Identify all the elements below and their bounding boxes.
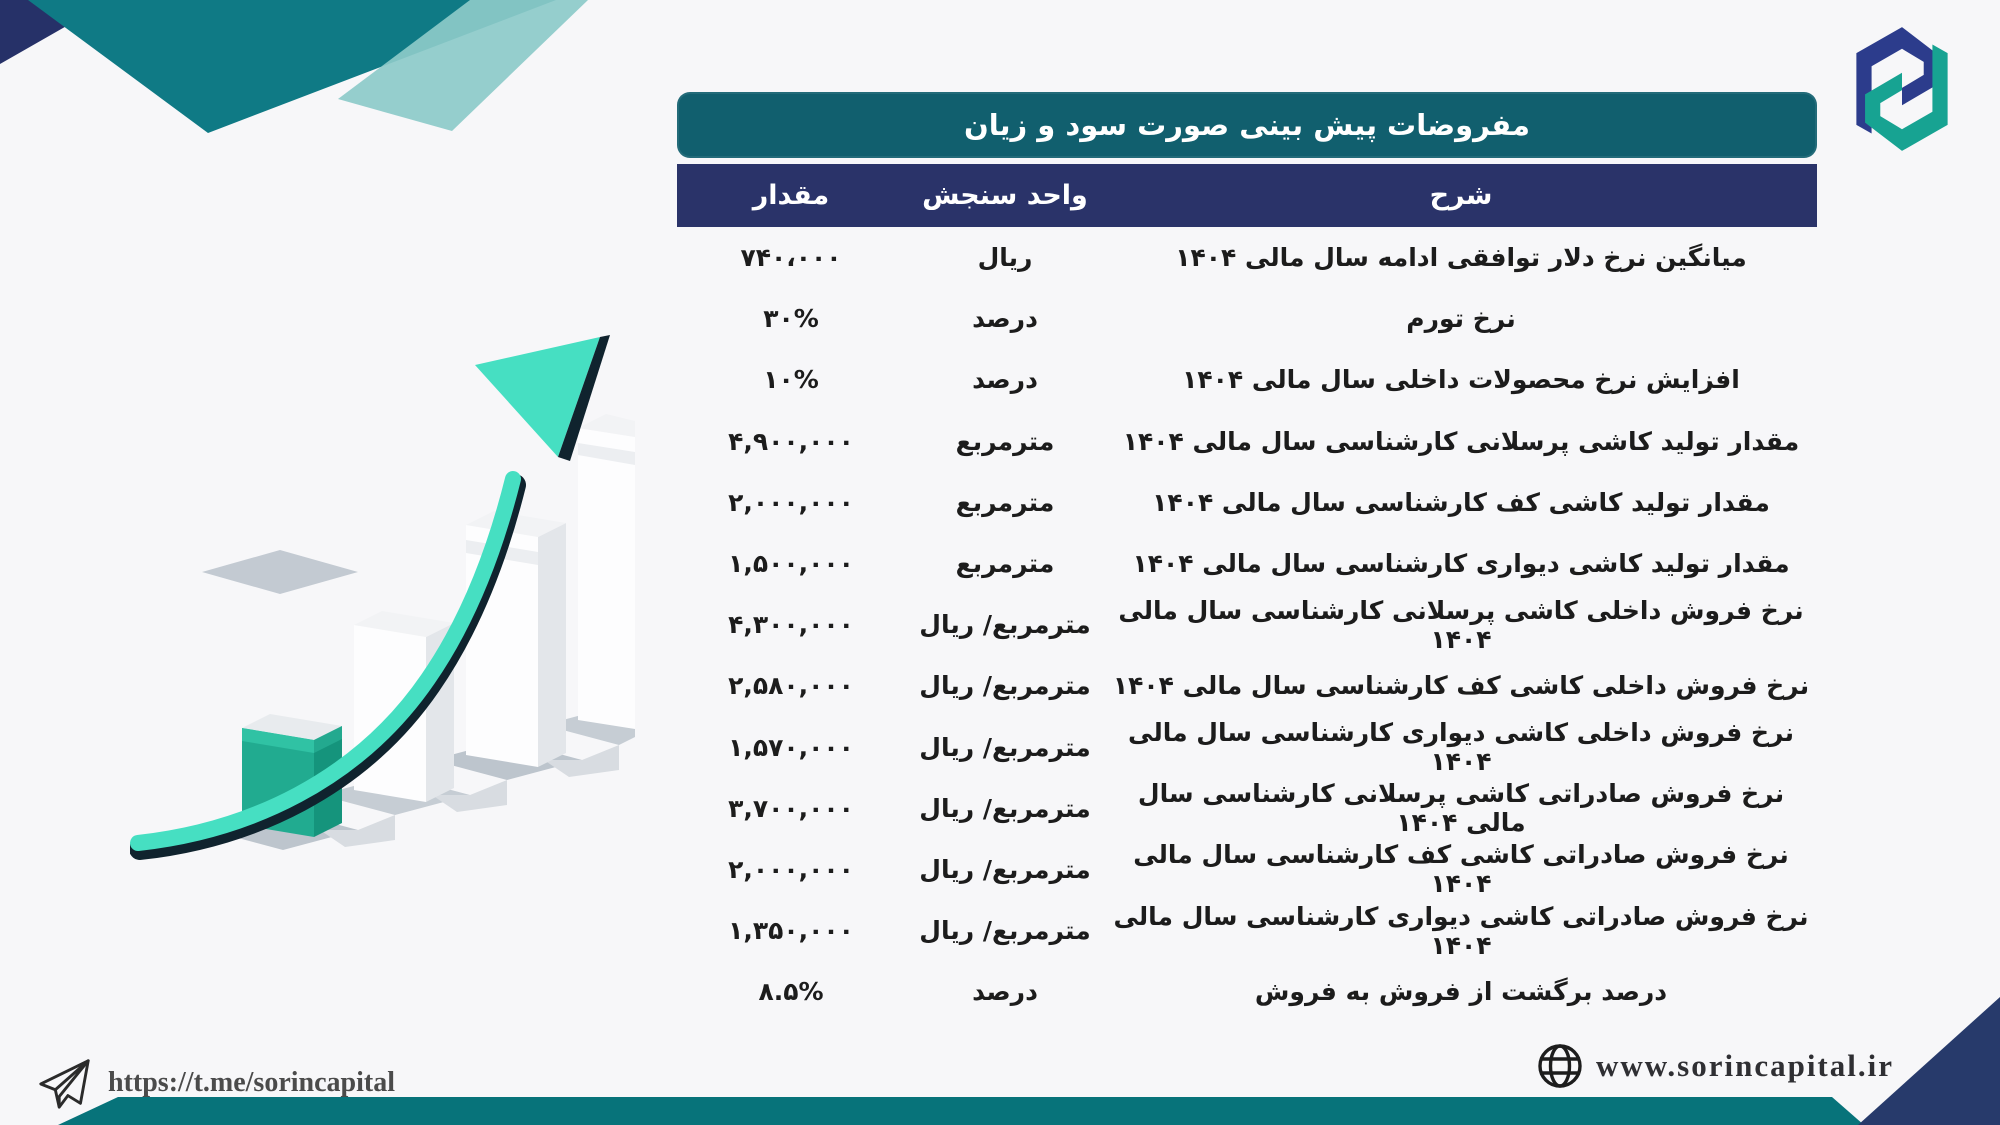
row-description: مقدار تولید کاشی کف کارشناسی سال مالی ۱۴۰۴ xyxy=(1152,487,1770,517)
growth-chart-illustration xyxy=(130,325,635,865)
row-unit: مترمربع/ ریال xyxy=(919,610,1091,640)
table-row xyxy=(677,839,1817,900)
sorin-capital-logo xyxy=(1836,26,1968,152)
table-row xyxy=(677,900,1817,961)
row-value: ۴,۹۰۰,۰۰۰ xyxy=(728,426,854,456)
row-value: ۸.۵% xyxy=(758,977,824,1007)
website-url[interactable]: www.sorincapital.ir xyxy=(1595,1048,1894,1083)
header-value: مقدار xyxy=(752,180,830,211)
row-value: ۱,۵۷۰,۰۰۰ xyxy=(728,732,854,762)
top-left-decoration xyxy=(0,0,620,140)
row-description: نرخ فروش صادراتی کاشی دیواری کارشناسی سال مالی ۱۴۰۴ xyxy=(1113,901,1809,960)
table-row xyxy=(677,411,1817,472)
header-description: شرح xyxy=(1429,180,1493,211)
table-row xyxy=(677,533,1817,594)
bar-white-3 xyxy=(466,511,566,767)
row-unit: درصد xyxy=(972,365,1038,395)
table-header-row xyxy=(677,164,1817,227)
row-description: نرخ فروش داخلی کاشی پرسلانی کارشناسی سال مالی ۱۴۰۴ xyxy=(1118,595,1804,654)
row-unit: مترمربع xyxy=(955,426,1055,456)
table-row xyxy=(677,227,1817,288)
row-unit: درصد xyxy=(972,977,1038,1007)
row-unit: درصد xyxy=(972,304,1038,334)
row-description: مقدار تولید کاشی دیواری کارشناسی سال مالی ۱۴۰۴ xyxy=(1132,549,1790,579)
row-unit: مترمربع xyxy=(955,487,1055,517)
website-link-block xyxy=(1536,1042,1894,1090)
row-unit: مترمربع/ ریال xyxy=(919,793,1091,823)
table-row xyxy=(677,594,1817,655)
row-value: ۷۴۰،۰۰۰ xyxy=(740,243,842,273)
header-unit: واحد سنجش xyxy=(922,180,1088,211)
globe-icon xyxy=(1536,1042,1584,1090)
table-row xyxy=(677,717,1817,778)
row-value: ۲,۰۰۰,۰۰۰ xyxy=(728,487,854,517)
table-title: مفروضات پیش بینی صورت سود و زیان xyxy=(677,92,1817,158)
telegram-link-block xyxy=(36,1054,395,1112)
row-description: نرخ فروش داخلی کاشی دیواری کارشناسی سال مالی ۱۴۰۴ xyxy=(1128,718,1794,777)
bar-white-4 xyxy=(578,414,635,729)
row-description: افزایش نرخ محصولات داخلی سال مالی ۱۴۰۴ xyxy=(1182,365,1740,395)
row-value: ۳۰% xyxy=(763,304,819,334)
assumptions-table xyxy=(677,92,1817,1022)
row-unit: مترمربع xyxy=(955,549,1055,579)
row-value: ۱۰% xyxy=(763,365,819,395)
row-description: نرخ تورم xyxy=(1406,304,1516,334)
row-unit: مترمربع/ ریال xyxy=(919,854,1091,884)
table-body xyxy=(677,227,1817,1022)
row-description: درصد برگشت از فروش به فروش xyxy=(1254,977,1668,1007)
table-row xyxy=(677,472,1817,533)
row-description: مقدار تولید کاشی پرسلانی کارشناسی سال مالی ۱۴۰۴ xyxy=(1122,426,1800,456)
row-value: ۱,۳۵۰,۰۰۰ xyxy=(728,916,854,946)
row-unit: مترمربع/ ریال xyxy=(919,671,1091,701)
table-row xyxy=(677,778,1817,839)
table-row xyxy=(677,288,1817,349)
row-value: ۲,۰۰۰,۰۰۰ xyxy=(728,854,854,884)
row-unit: مترمربع/ ریال xyxy=(919,916,1091,946)
table-row xyxy=(677,349,1817,410)
row-description: نرخ فروش صادراتی کاشی پرسلانی کارشناسی سال مالی ۱۴۰۴ xyxy=(1137,779,1785,838)
row-value: ۴,۳۰۰,۰۰۰ xyxy=(728,610,854,640)
table-row xyxy=(677,655,1817,716)
row-value: ۳,۷۰۰,۰۰۰ xyxy=(728,793,854,823)
bar-base-plates xyxy=(202,550,358,594)
row-unit: ریال xyxy=(977,243,1033,273)
telegram-paper-plane-icon xyxy=(36,1054,94,1112)
row-value: ۱,۵۰۰,۰۰۰ xyxy=(728,549,854,579)
row-value: ۲,۵۸۰,۰۰۰ xyxy=(728,671,854,701)
row-description: میانگین نرخ دلار توافقی ادامه سال مالی ۱۴۰۴ xyxy=(1175,243,1747,273)
row-description: نرخ فروش صادراتی کاشی کف کارشناسی سال مالی ۱۴۰۴ xyxy=(1133,840,1789,899)
row-unit: مترمربع/ ریال xyxy=(919,732,1091,762)
telegram-url[interactable]: https://t.me/sorincapital xyxy=(108,1067,395,1098)
row-description: نرخ فروش داخلی کاشی کف کارشناسی سال مالی ۱۴۰۴ xyxy=(1112,671,1810,701)
